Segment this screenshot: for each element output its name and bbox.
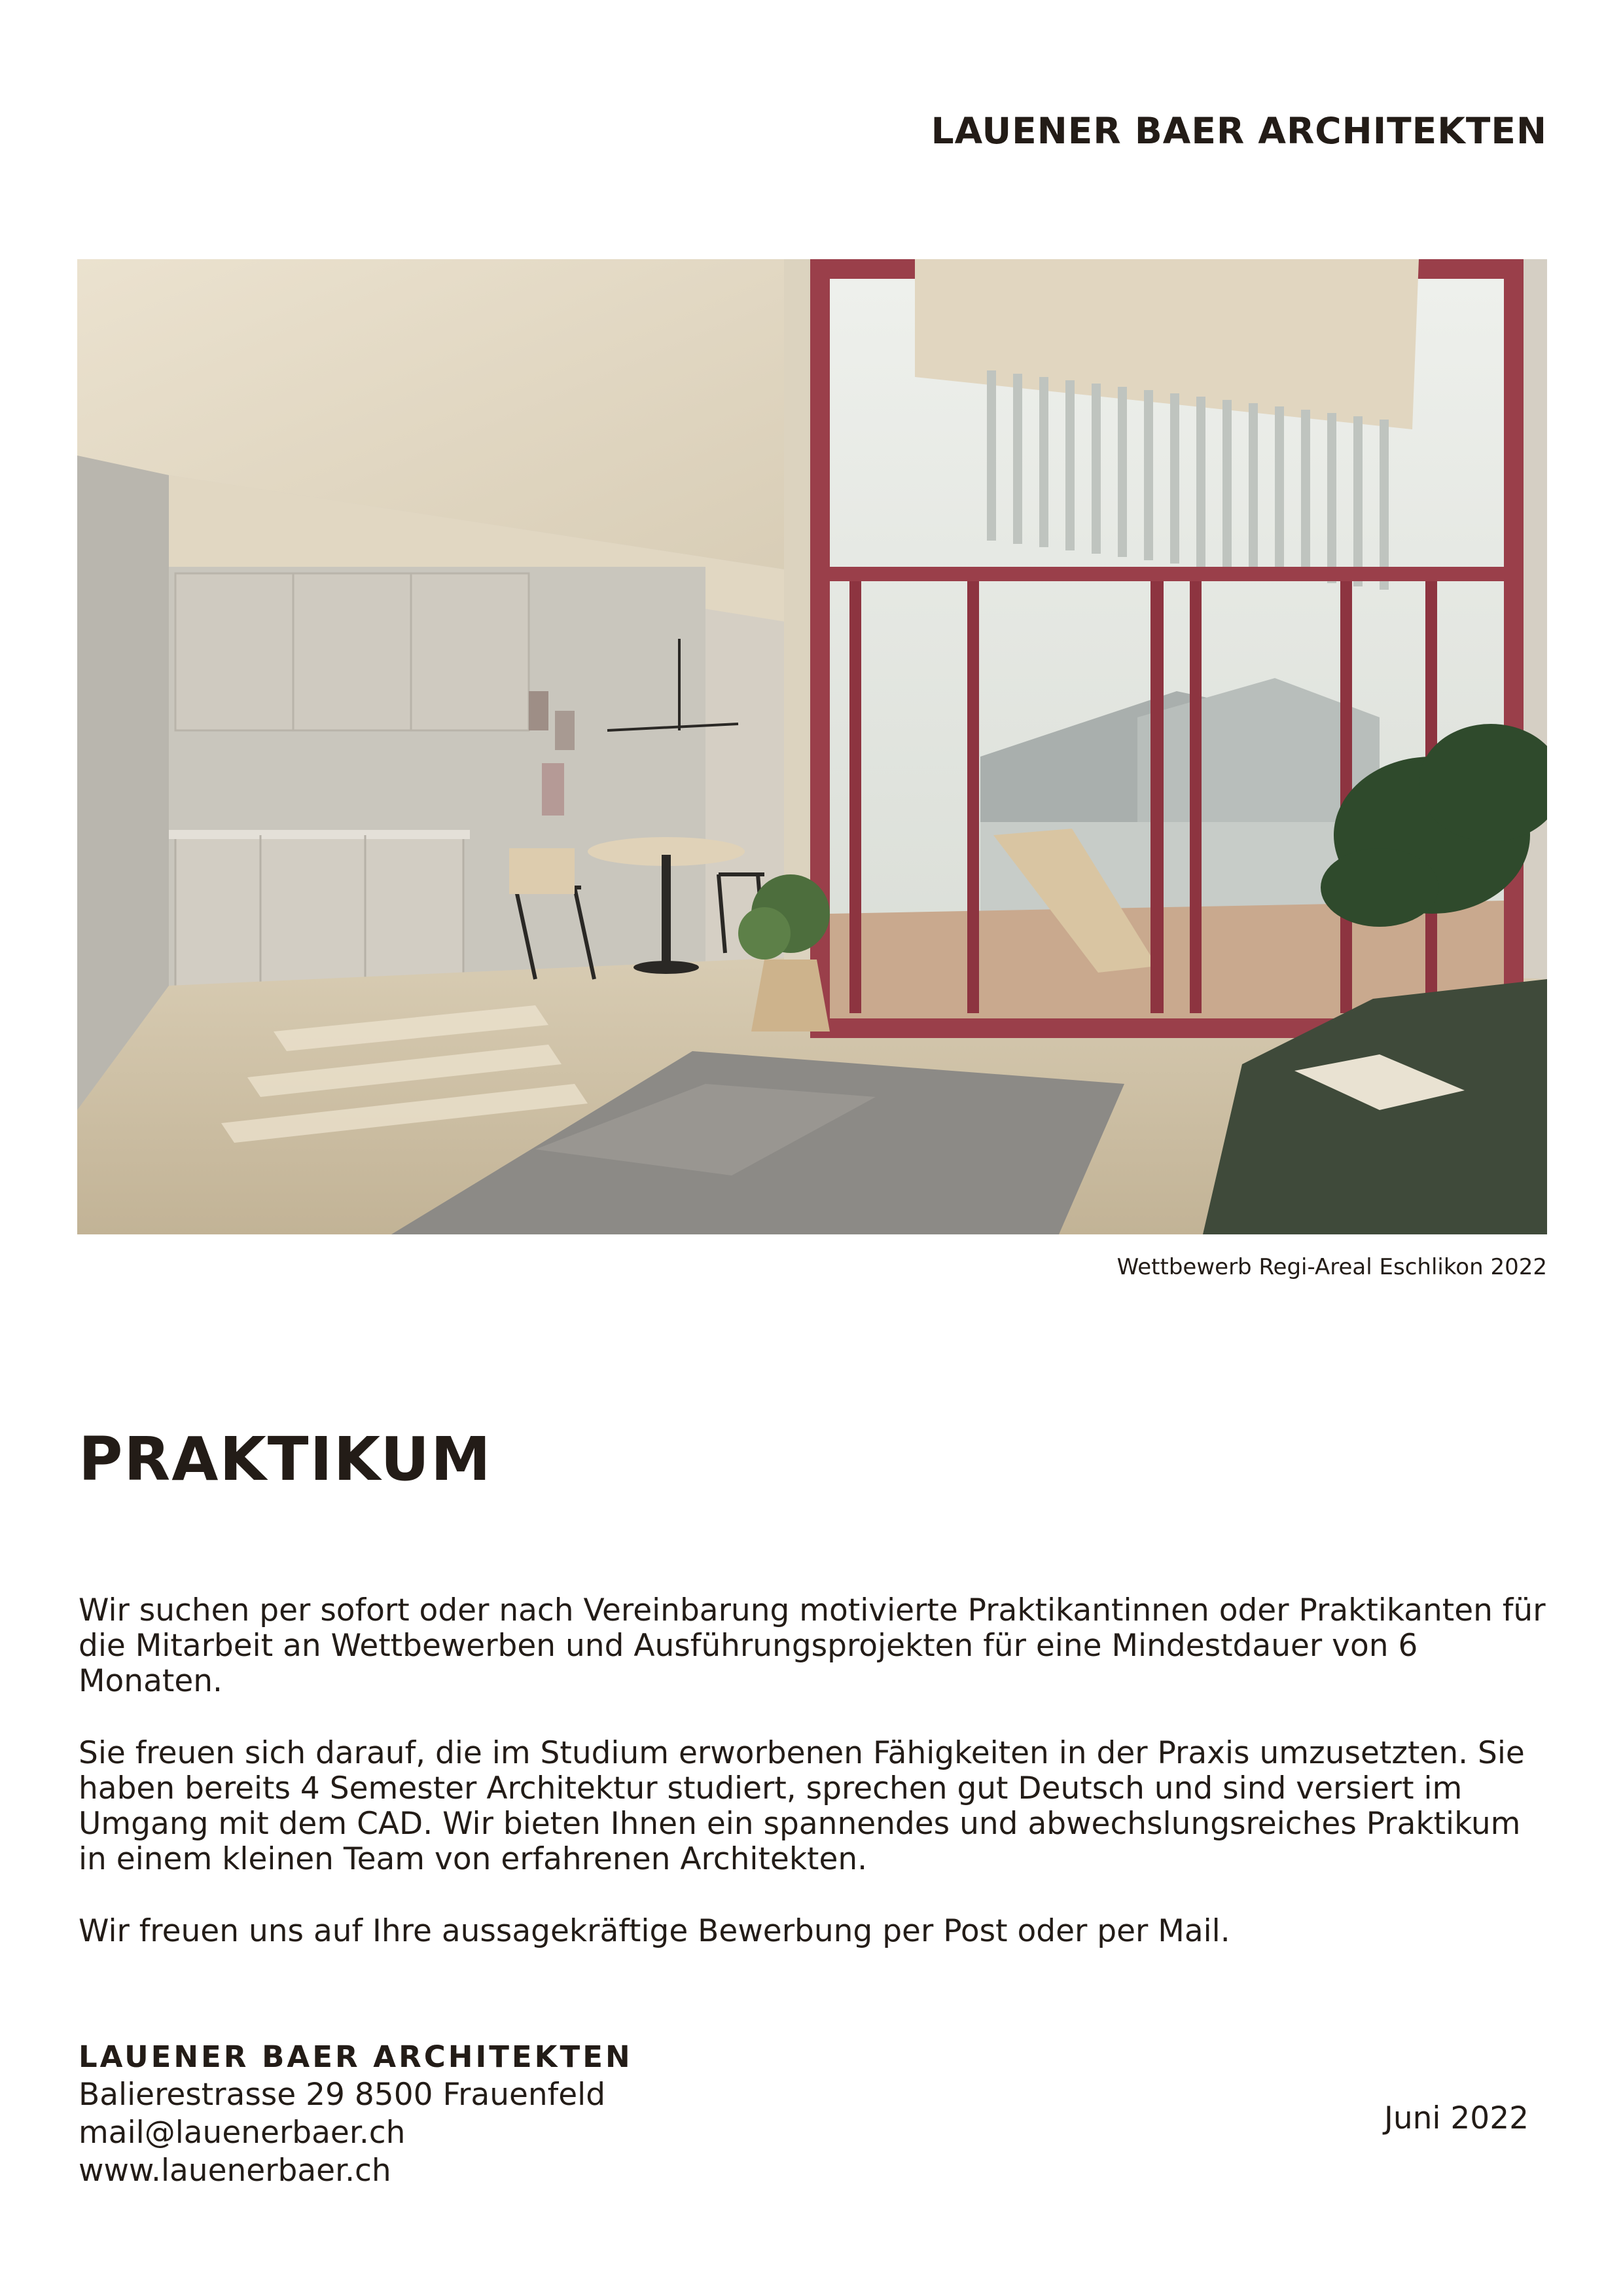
interior-rendering bbox=[77, 259, 1547, 1234]
footer-firm-name: LAUENER BAER ARCHITEKTEN bbox=[79, 2039, 633, 2074]
footer-email[interactable]: mail@lauenerbaer.ch bbox=[79, 2115, 406, 2151]
upper-cabinets bbox=[175, 573, 529, 730]
paragraph-application: Wir freuen uns auf Ihre aussagekräftige Bewerbung per Post oder per Mail. bbox=[79, 1913, 1230, 1949]
header-firm-name: LAUENER BAER ARCHITEKTEN bbox=[931, 110, 1547, 152]
footer-address: Balierestrasse 29 8500 Frauenfeld bbox=[79, 2077, 606, 2113]
hero-image bbox=[77, 259, 1547, 1234]
paragraph-requirements: Sie freuen sich darauf, die im Studium erworbenen Fähigkeiten in der Praxis umzusetzten. Sie haben bereits 4 Semester Architektur studiert, sprechen gut Deutsch und sind versiert im Umgang mit dem CAD. Wir bieten Ihnen ein spannendes und abwechslungsreiches Praktikum in einem kleinen Team von erfahrenen Architekten. bbox=[79, 1735, 1525, 1877]
footer-website[interactable]: www.lauenerbaer.ch bbox=[79, 2153, 391, 2189]
footer-date: Juni 2022 bbox=[1383, 2100, 1529, 2136]
paragraph-intro: Wir suchen per sofort oder nach Vereinbarung motivierte Praktikantinnen oder Praktikanten für die Mitarbeit an Wettbewerben und Ausführungsprojekten für eine Mindestdauer von 6 Monaten. bbox=[79, 1592, 1546, 1699]
page-title: PRAKTIKUM bbox=[79, 1424, 492, 1494]
image-caption: Wettbewerb Regi-Areal Eschlikon 2022 bbox=[1116, 1254, 1547, 1280]
footer-contact bbox=[79, 2038, 633, 2190]
body-text bbox=[79, 1593, 1558, 1986]
